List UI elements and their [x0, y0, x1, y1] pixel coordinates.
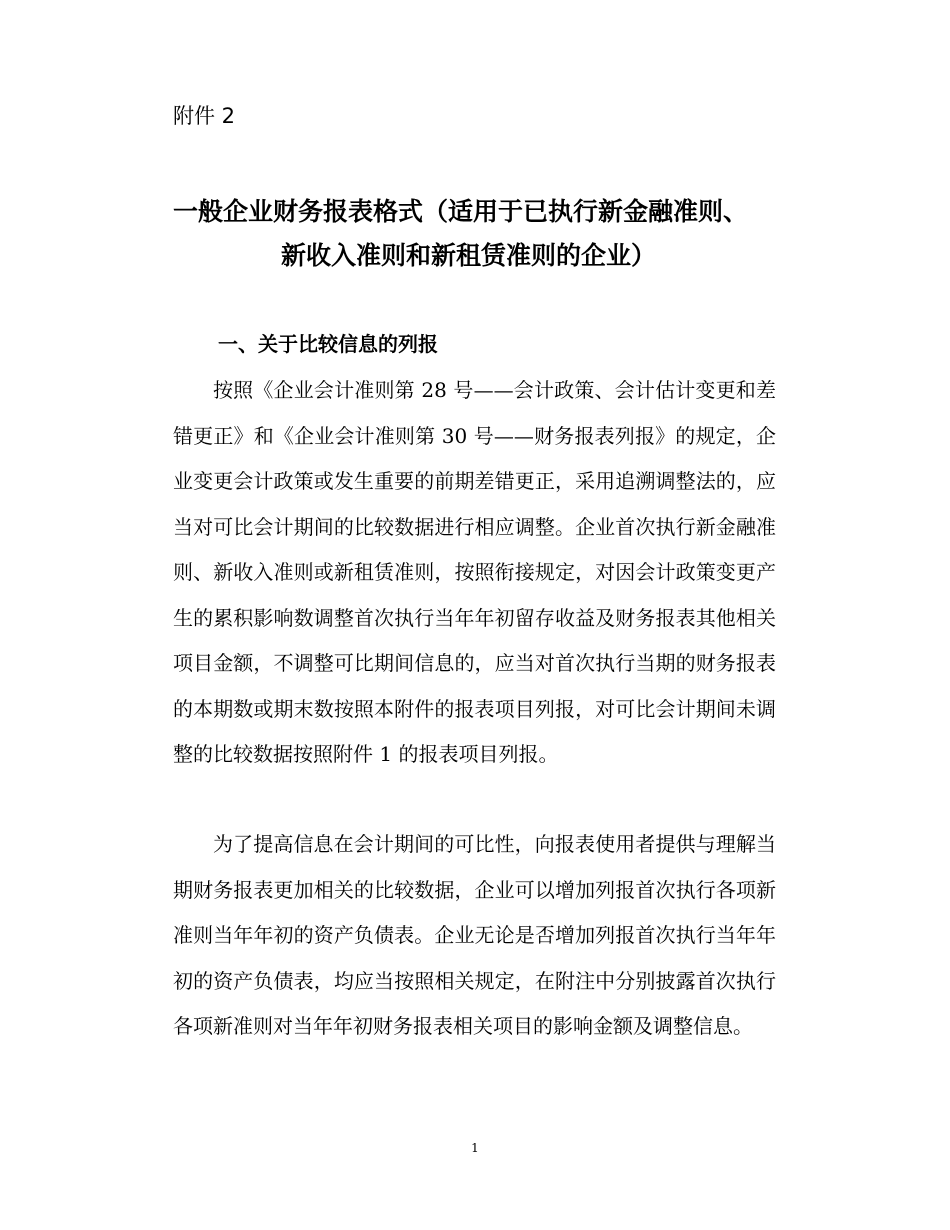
page-number: 1	[471, 1141, 479, 1155]
document-title-line-1: 一般企业财务报表格式（适用于已执行新金融准则、	[173, 197, 749, 226]
document-title	[173, 190, 783, 278]
section-heading: 一、关于比较信息的列报	[218, 332, 438, 356]
attachment-label: 附件 2	[173, 104, 236, 128]
paragraph-comparability: 为了提高信息在会计期间的可比性，向报表使用者提供与理解当期财务报表更加相关的比较数据，企业可以增加列报首次执行各项新准则当年年初的资产负债表。企业无论是否增加列报首次执行当年年初的资产负债表，均应当按照相关规定，在附注中分别披露首次执行各项新准则对当年年初财务报表相关项目的影响金额及调整信息。	[173, 832, 776, 1038]
document-title-line-2: 新收入准则和新租赁准则的企业）	[281, 241, 657, 270]
paragraph-comparative-information: 按照《企业会计准则第 28 号——会计政策、会计估计变更和差错更正》和《企业会计准则第 30 号——财务报表列报》的规定，企业变更会计政策或发生重要的前期差错更正，采用追溯调整法的，应当对可比会计期间的比较数据进行相应调整。企业首次执行新金融准则、新收入准则或新租赁准则，按照衔接规定，对因会计政策变更产生的累积影响数调整首次执行当年年初留存收益及财务报表其他相关项目金额，不调整可比期间信息的，应当对首次执行当期的财务报表的本期数或期末数按照本附件的报表项目列报，对可比会计期间未调整的比较数据按照附件 1 的报表项目列报。	[173, 378, 776, 766]
